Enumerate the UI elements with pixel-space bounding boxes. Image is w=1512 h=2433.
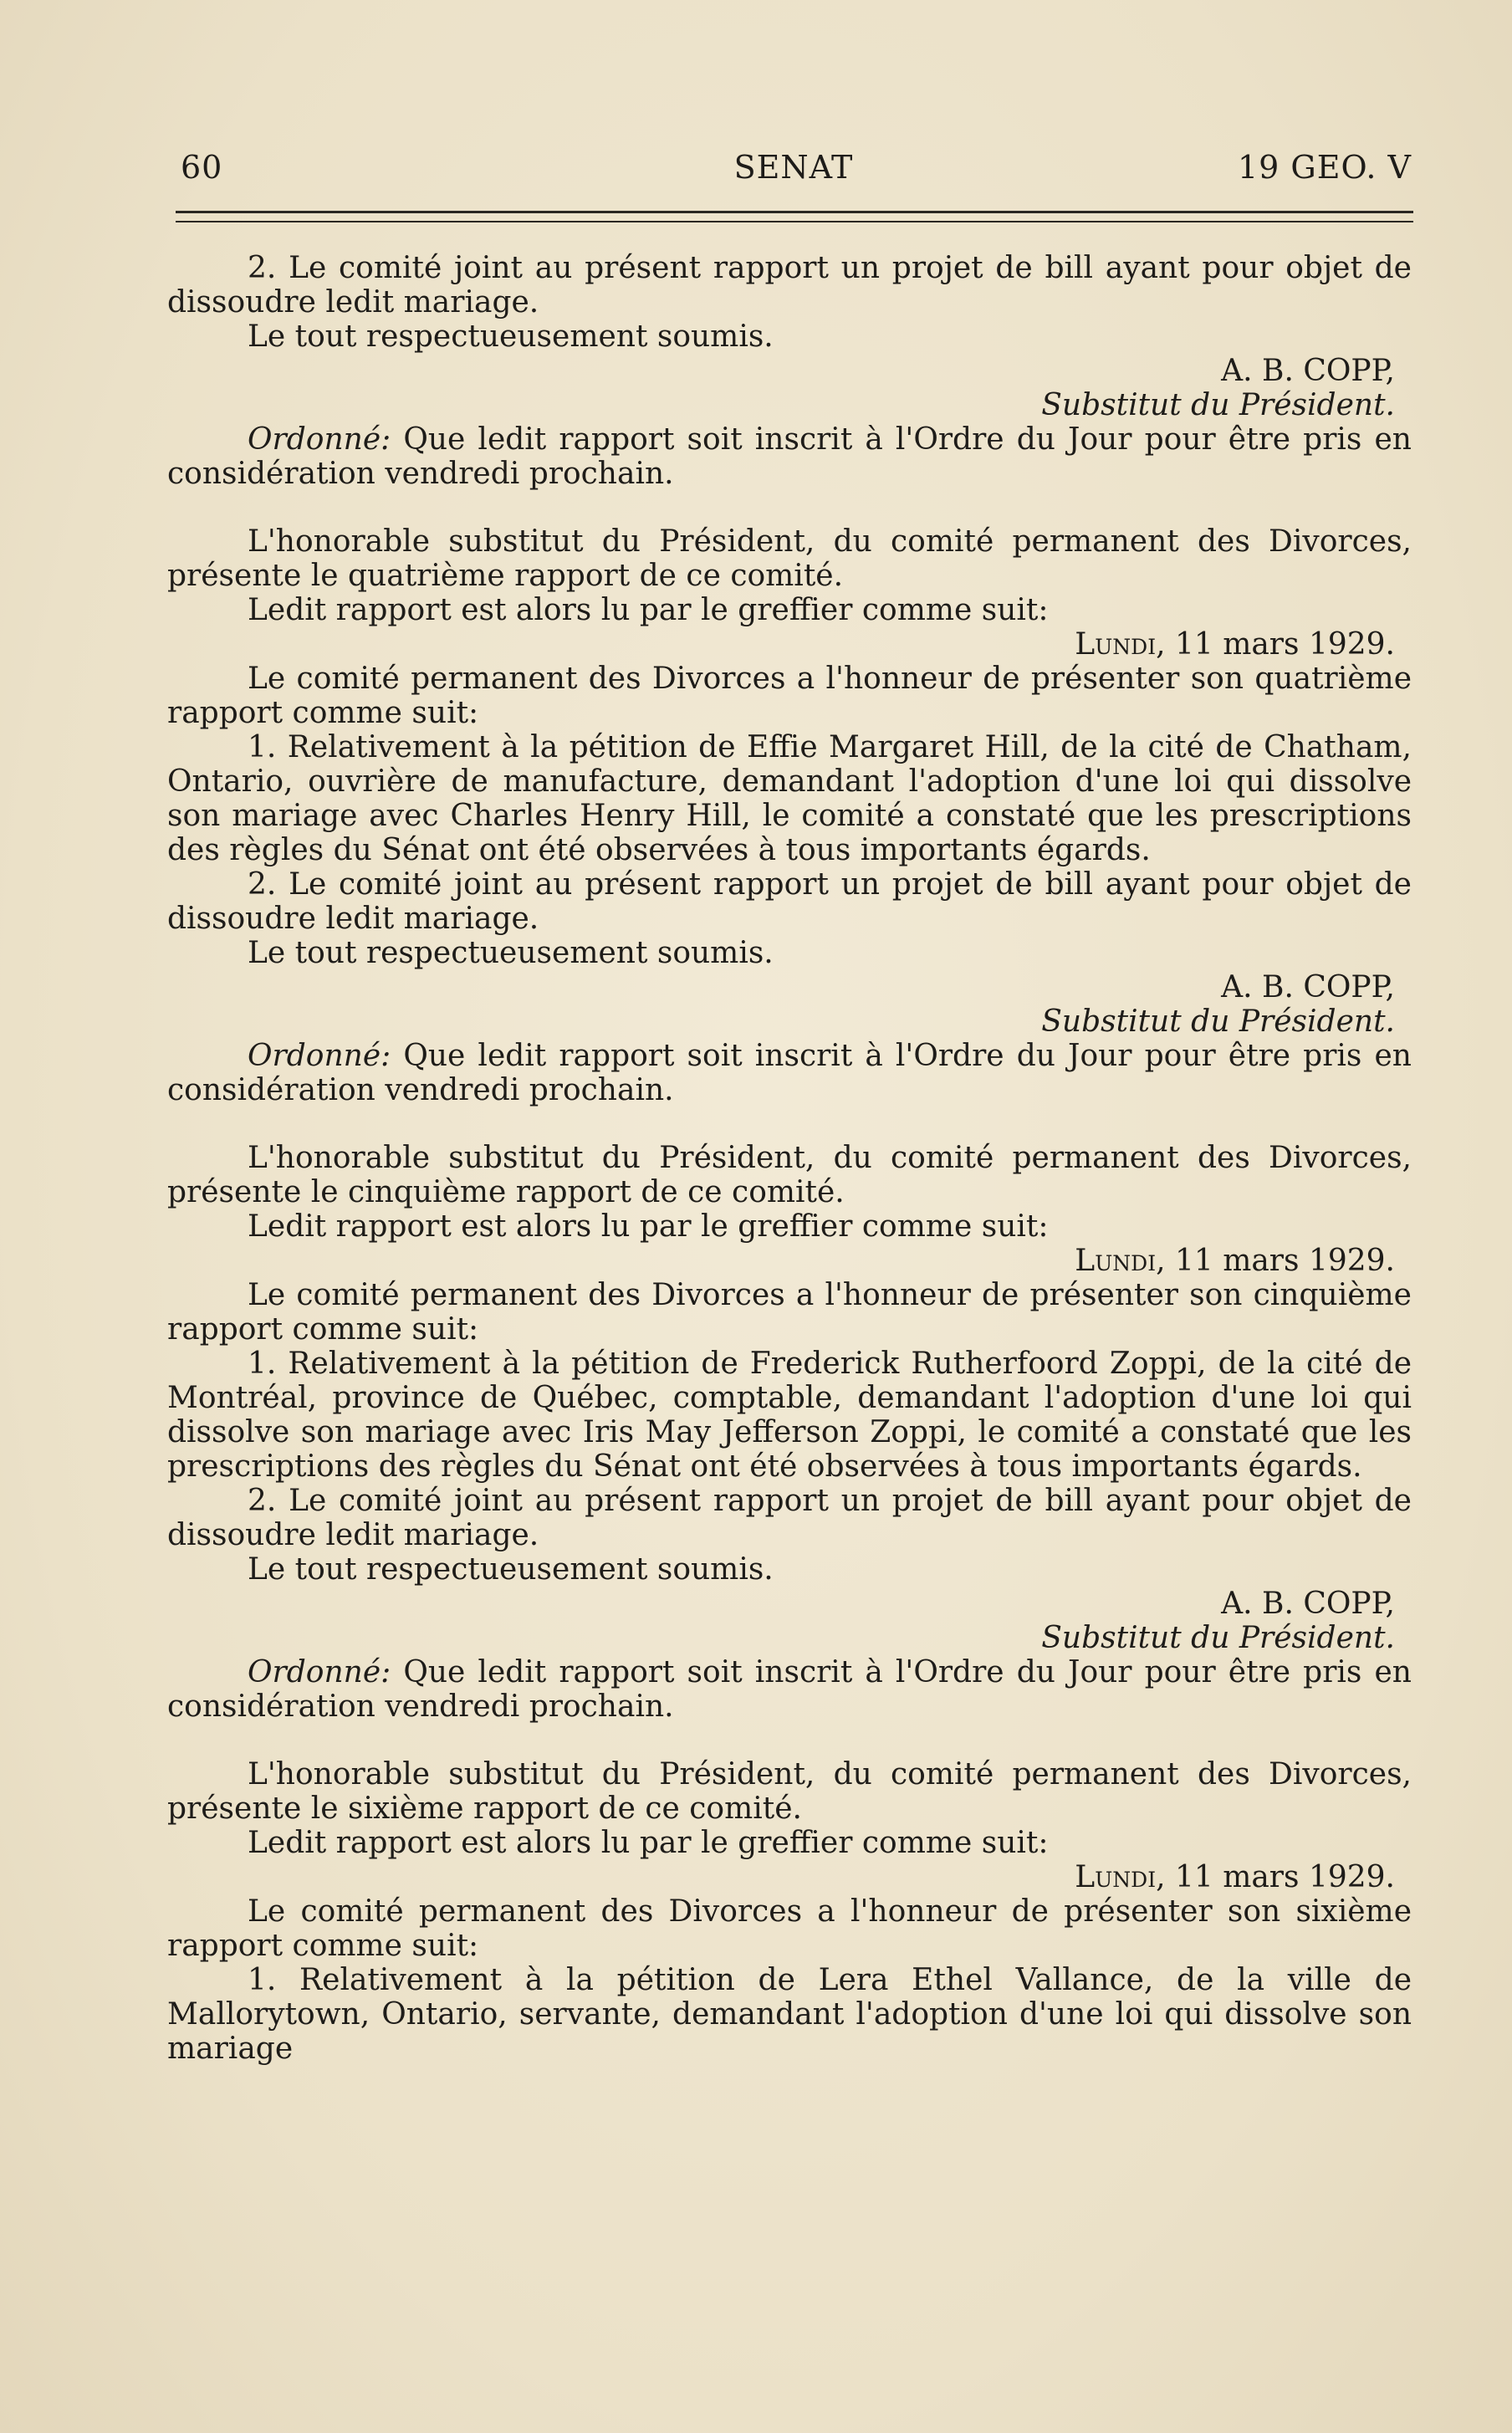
- signatory-title: Substitut du Président.: [1041, 1621, 1395, 1655]
- report-day: Lundi,: [1075, 627, 1166, 662]
- closing-line: Ledit rapport est alors lu par le greffier comme suit:: [248, 1826, 1049, 1860]
- paragraph: Le comité permanent des Divorces a l'honneur de présenter son sixième rapport comme suit:: [167, 1894, 1412, 1963]
- signatory-name: A. B. COPP,: [1221, 970, 1395, 1004]
- closing-line: Le tout respectueusement soumis.: [248, 936, 774, 970]
- order-paragraph: [167, 1655, 1412, 1724]
- report-date-text: 11 mars 1929.: [1165, 1860, 1395, 1894]
- order-text: Que ledit rapport soit inscrit à l'Ordre du Jour pour être pris en considération vendredi prochain.: [167, 1655, 1412, 1724]
- signatory-name: A. B. COPP,: [1221, 354, 1395, 388]
- signatory-name: A. B. COPP,: [1221, 1587, 1395, 1621]
- signatory-title: Substitut du Président.: [1041, 1004, 1395, 1039]
- report-date: [167, 1860, 1412, 1894]
- paragraph: 2. Le comité joint au présent rapport un projet de bill ayant pour objet de dissoudre ledit mariage.: [167, 251, 1412, 319]
- order-label: Ordonné:: [248, 1039, 391, 1073]
- closing-line: Ledit rapport est alors lu par le greffier comme suit:: [248, 593, 1049, 627]
- report-date-text: 11 mars 1929.: [1165, 1244, 1395, 1278]
- section-gap: [167, 491, 1412, 524]
- running-title: SENAT: [733, 149, 854, 186]
- order-text: Que ledit rapport soit inscrit à l'Ordre du Jour pour être pris en considération vendredi prochain.: [167, 1039, 1412, 1107]
- order-label: Ordonné:: [248, 1655, 391, 1689]
- order-label: Ordonné:: [248, 422, 391, 457]
- order-paragraph: [167, 1039, 1412, 1107]
- report-date: [167, 627, 1412, 662]
- signatory-title: Substitut du Président.: [1041, 388, 1395, 422]
- closing-line: Ledit rapport est alors lu par le greffier comme suit:: [248, 1209, 1049, 1244]
- document-body: [167, 251, 1412, 2066]
- paragraph: L'honorable substitut du Président, du comité permanent des Divorces, présente le quatrième rapport de ce comité.: [167, 524, 1412, 593]
- paragraph: L'honorable substitut du Président, du comité permanent des Divorces, présente le cinquième rapport de ce comité.: [167, 1141, 1412, 1209]
- paragraph: 1. Relativement à la pétition de Effie Margaret Hill, de la cité de Chatham, Ontario, ouvrière de manufacture, demandant l'adoption d'une loi qui dissolve son mariage avec Charles Henry Hill, le comité a constaté que les prescriptions des règles du Sénat ont été observées à tous importants égards.: [167, 730, 1412, 867]
- paragraph: 1. Relativement à la pétition de Frederick Rutherfoord Zoppi, de la cité de Montréal, province de Québec, comptable, demandant l'adoption d'une loi qui dissolve son mariage avec Iris May Jefferson Zoppi, le comité a constaté que les prescriptions des règles du Sénat ont été observées à tous importants égards.: [167, 1347, 1412, 1484]
- header-rule-top: [176, 211, 1413, 213]
- regnal-year: 19 GEO. V: [1237, 149, 1412, 186]
- paragraph: L'honorable substitut du Président, du comité permanent des Divorces, présente le sixième rapport de ce comité.: [167, 1757, 1412, 1826]
- report-day: Lundi,: [1075, 1860, 1166, 1894]
- paragraph: Le comité permanent des Divorces a l'honneur de présenter son quatrième rapport comme suit:: [167, 662, 1412, 730]
- closing-line: Le tout respectueusement soumis.: [248, 319, 774, 354]
- paragraph: 2. Le comité joint au présent rapport un projet de bill ayant pour objet de dissoudre ledit mariage.: [167, 1484, 1412, 1552]
- page-number: 60: [181, 149, 223, 186]
- section-gap: [167, 1107, 1412, 1141]
- order-text: Que ledit rapport soit inscrit à l'Ordre du Jour pour être pris en considération vendredi prochain.: [167, 422, 1412, 491]
- section-gap: [167, 1724, 1412, 1757]
- page-header: [176, 149, 1412, 199]
- header-rule-bottom: [176, 221, 1413, 222]
- paragraph: Le comité permanent des Divorces a l'honneur de présenter son cinquième rapport comme suit:: [167, 1278, 1412, 1347]
- report-day: Lundi,: [1075, 1244, 1166, 1278]
- closing-line: Le tout respectueusement soumis.: [248, 1552, 774, 1587]
- order-paragraph: [167, 422, 1412, 491]
- report-date-text: 11 mars 1929.: [1165, 627, 1395, 662]
- report-date: [167, 1244, 1412, 1278]
- paragraph: 1. Relativement à la pétition de Lera Ethel Vallance, de la ville de Mallorytown, Ontario, servante, demandant l'adoption d'une loi qui dissolve son mariage: [167, 1963, 1412, 2066]
- paragraph: 2. Le comité joint au présent rapport un projet de bill ayant pour objet de dissoudre ledit mariage.: [167, 867, 1412, 936]
